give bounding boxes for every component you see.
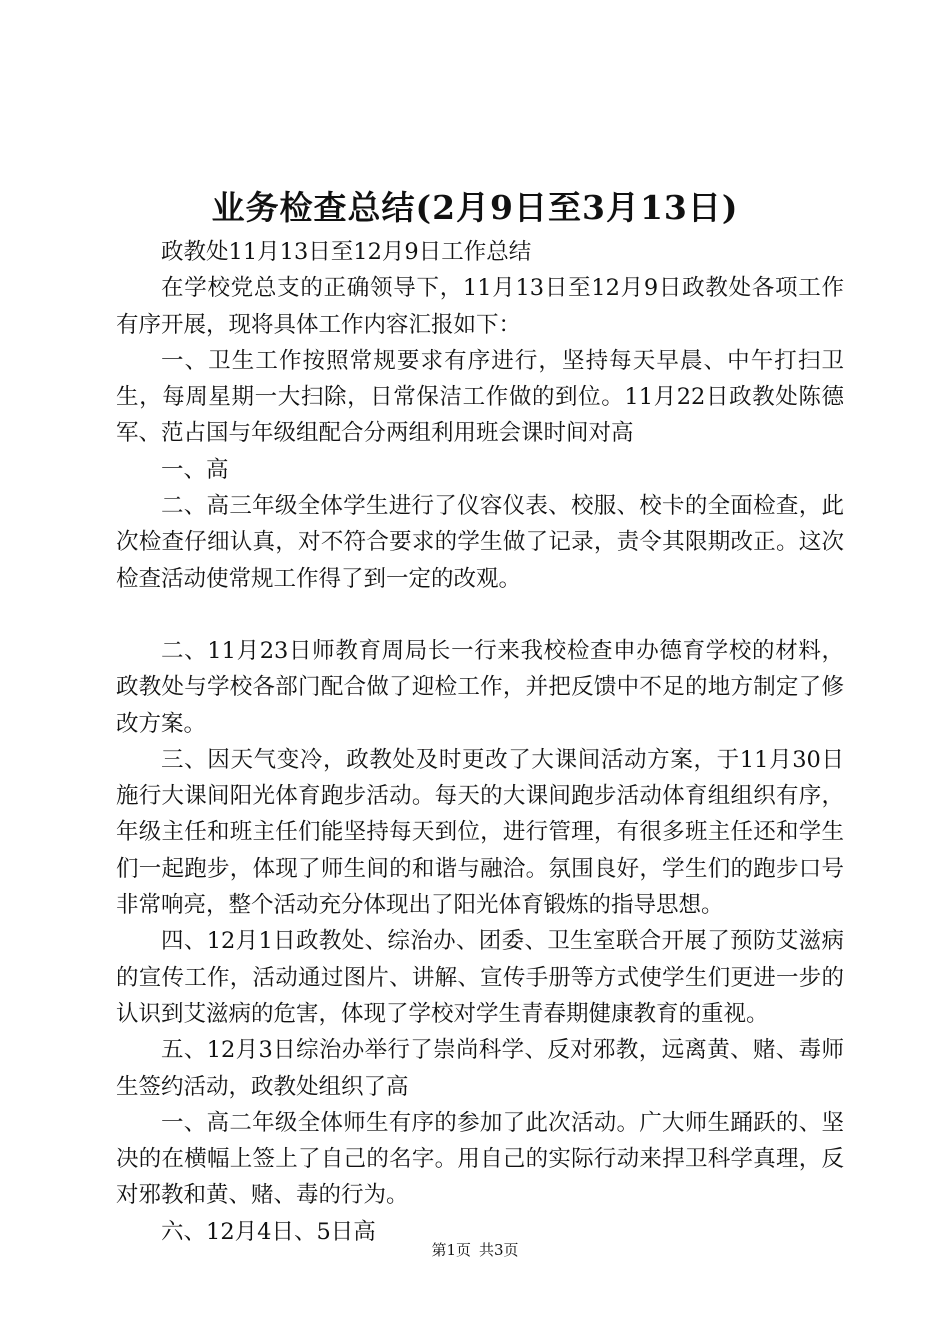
paragraph-heading: 政教处11月13日至12月9日工作总结 — [161, 239, 532, 265]
paragraph-hygiene: 一、卫生工作按照常规要求有序进行，坚持每天早晨、中午打扫卫生，每周星期一大扫除，日常保洁工作做的到位。11月22日政教处陈德军、范占国与年级组配合分两组利用班会课时间对高 — [116, 347, 844, 447]
document-title: 业务检查总结(2月9日至3月13日) — [211, 188, 739, 227]
paragraph-fragment-1: 一、高 — [161, 456, 229, 483]
page-number: 第1页 — [431, 1241, 471, 1259]
paragraph-intro: 在学校党总支的正确领导下，11月13日至12月9日政教处各项工作有序开展，现将具体工作内容汇报如下： — [116, 275, 844, 338]
paragraph-exercise: 三、因天气变冷，政教处及时更改了大课间活动方案，于11月30日施行大课间阳光体育跑步活动。每天的大课间跑步活动体育组组织有序，年级主任和班主任们能坚持每天到位，进行管理，有很多班主任还和学生们一起跑步，体现了师生间的和谐与融洽。氛围良好，学生们的跑步口号非常响亮，整个活动充分体现出了阳光体育锻炼的指导思想。 — [116, 746, 844, 919]
paragraph-aids-campaign: 四、12月1日政教处、综治办、团委、卫生室联合开展了预防艾滋病的宣传工作，活动通过图片、讲解、宣传手册等方式使学生们更进一步的认识到艾滋病的危害，体现了学校对学生青春期健康教育的重视。 — [116, 928, 844, 1027]
page-total: 共3页 — [479, 1241, 519, 1259]
paragraph-inspection: 二、高三年级全体学生进行了仪容仪表、校服、校卡的全面检查，此次检查仔细认真，对不符合要求的学生做了记录，责令其限期改正。这次检查活动使常规工作得了到一定的改观。 — [116, 493, 844, 592]
paragraph-fragment-2: 六、12月4日、5日高 — [161, 1218, 376, 1245]
document-body — [116, 234, 844, 1250]
paragraph-spacer — [116, 597, 844, 633]
paragraph-visit: 二、11月23日师教育周局长一行来我校检查申办德育学校的材料，政教处与学校各部门配合做了迎检工作，并把反馈中不足的地方制定了修改方案。 — [116, 637, 844, 737]
page-footer — [0, 1240, 950, 1260]
paragraph-participation: 一、高二年级全体师生有序的参加了此次活动。广大师生踊跃的、坚决的在横幅上签上了自己的名字。用自己的实际行动来捍卫科学真理，反对邪教和黄、赌、毒的行为。 — [116, 1109, 844, 1209]
paragraph-signing: 五、12月3日综治办举行了崇尚科学、反对邪教，远离黄、赌、毒师生签约活动，政教处组织了高 — [116, 1037, 844, 1100]
